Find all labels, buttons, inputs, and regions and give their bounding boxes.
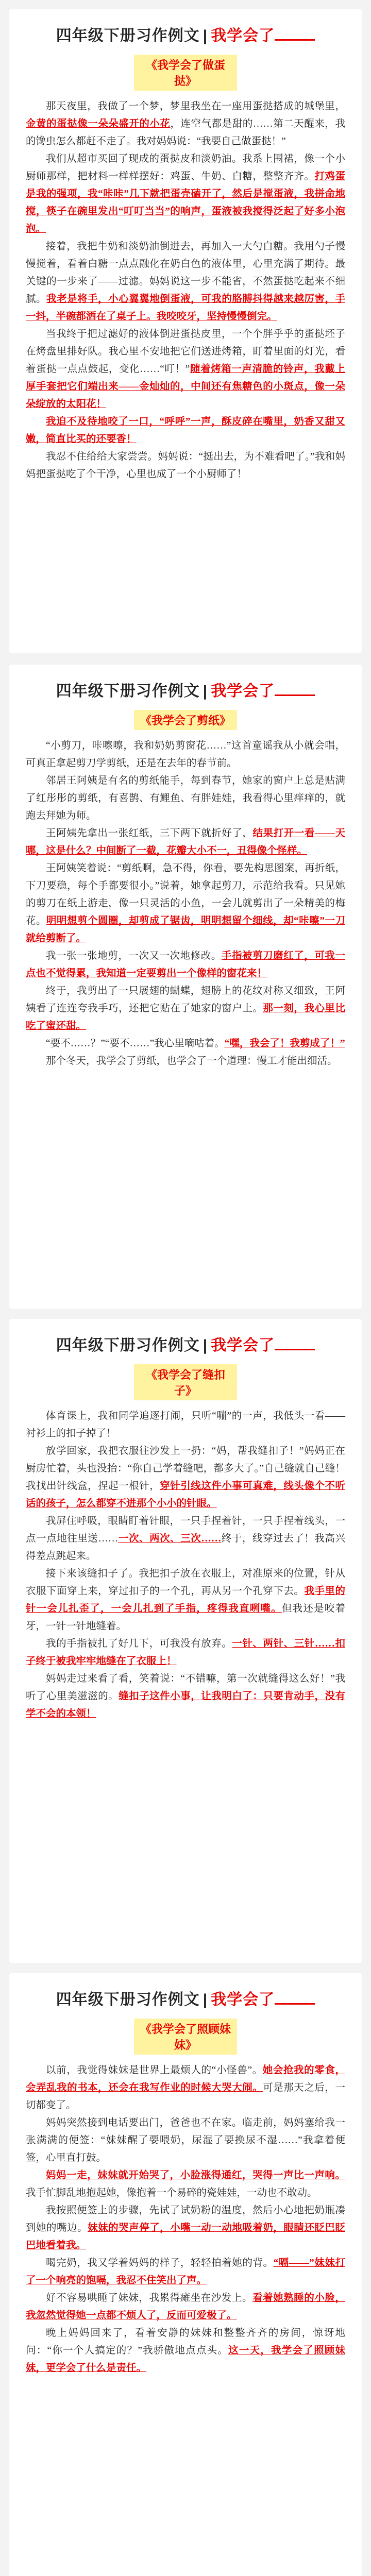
article-card	[9, 9, 362, 653]
paragraph-text: “要不……？”“要不……”我心里嘀咕着。	[46, 1038, 225, 1049]
article-paragraph	[26, 238, 345, 326]
paragraph-text: 好不容易哄睡了妹妹，我累得瘫坐在沙发上。	[46, 2293, 253, 2303]
highlighted-sentence: 穿针引线这件小事可真难，线头像个不听话的孩子，怎么都穿不进那个小小的针眼。	[26, 1481, 345, 1509]
paragraph-text: 我们从超市买回了现成的蛋挞皮和淡奶油。我系上围裙，像一个小厨师那样，把材料一样样摆好：鸡蛋、牛奶、白糖，整整齐齐。	[26, 154, 345, 182]
article-subtitle: 《我学会了做蛋挞》	[134, 55, 237, 91]
article-paragraph	[26, 772, 345, 825]
article-paragraph	[26, 1635, 345, 1670]
highlighted-sentence: 打鸡蛋是我的强项，我“咔咔”几下就把蛋壳磕开了，然后是搅蛋液，我拼命地搅，筷子在碗里发出“叮叮当当”的响声，蛋液被我搅得泛起了好多小泡泡。	[26, 171, 345, 234]
paragraph-text: 妈妈走过来看了看，笑着说：“不错嘛，第一次就缝得这么好！”我听了心里美滋滋的。	[26, 1673, 345, 1702]
header-accent-title: 我学会了	[211, 1991, 275, 2008]
article-paragraph	[26, 98, 345, 150]
paragraph-text: 我的手指被扎了好几下，可我没有放弃。	[46, 1638, 232, 1649]
paragraph-text: 放学回家，我把衣服往沙发上一扔：“妈，帮我缝扣子！”妈妈正在厨房忙着，头也没抬：“你自己学着缝吧，都多大了。”自己缝就自己缝！我找出针线盒，捏起一根针，	[26, 1446, 345, 1492]
header-separator: |	[203, 27, 208, 44]
paragraph-text: 当我终于把过滤好的液体倒进蛋挞皮里，一个个胖乎乎的蛋挞坯子在烤盘里排好队。我心里不安地把它们送进烤箱，盯着里面的灯光，看着蛋挞一点点鼓起，变化……“叮！”	[26, 329, 345, 375]
paragraph-text: 王阿姨笑着说：“剪纸啊，急不得，你看，要先构思图案，再折纸，下刀要稳，每个手都要很小。”说着，她拿起剪刀，示范给我看。只见她的剪刀在纸上游走，像一只灵活的小鱼，一会儿就剪出了一朵精美的梅花。	[26, 863, 345, 926]
highlighted-sentence: 明明想剪个圆圈，却剪成了锯齿，明明想留个细线，却“咔嚓”一刀就给剪断了。	[26, 916, 345, 944]
paragraph-text: 接着，我把牛奶和淡奶油倒进去，再加入一大勺白糖。我用勺子慢慢搅着，看着白糖一点点融化在奶白色的液体里，心里充满了期待。最关键的一步来了——过滤。妈妈说这一步不能省，不然蛋挞吃起来不细腻。	[26, 241, 345, 304]
article-card	[9, 1319, 362, 1963]
header-blank-underline	[275, 1335, 315, 1350]
highlighted-sentence: 一次、两次、三次……	[118, 1533, 222, 1544]
paragraph-text: 王阿姨先拿出一张红纸，三下两下就折好了，	[46, 828, 253, 839]
article-card	[9, 665, 362, 1309]
header-separator: |	[203, 1991, 208, 2008]
article-paragraph	[26, 448, 345, 483]
header-separator: |	[203, 683, 208, 700]
article-paragraph	[26, 860, 345, 947]
paragraph-text: 那天夜里，我做了一个梦，梦里我坐在一座用蛋挞搭成的城堡里，	[46, 101, 345, 112]
article-header	[26, 678, 345, 701]
article-paragraph	[26, 2255, 345, 2290]
paragraph-text: 我忍不住给给大家尝尝。妈妈说：“挺出去，为不难看吧了。”我和妈妈把蛋挞吃了个干净，心里也成了一个小厨师了！	[26, 451, 345, 480]
article-paragraph	[26, 2114, 345, 2167]
paragraph-text: 终于，线穿过去了！我高兴得差点跳起来。	[26, 1533, 345, 1562]
article-paragraph	[26, 1035, 345, 1053]
highlighted-sentence: 我手里的针一会儿扎歪了，一会儿扎到了手指，疼得我直咧嘴。	[26, 1586, 345, 1614]
header-accent-title: 我学会了	[211, 683, 275, 700]
paragraph-text: 体育课上，我和同学追逐打闹，只听“嘣”的一声，我低头一看——衬衫上的扣子掉了！	[26, 1411, 345, 1439]
paragraph-text: 晚上妈妈回来了，看着安静的妹妹和整整齐齐的房间，惊讶地问：“你一个人搞定的？”我骄傲地点点头。	[26, 2328, 345, 2356]
article-subtitle: 《我学会了缝扣子》	[134, 1364, 237, 1400]
highlighted-sentence: 妈妈一走，妹妹就开始哭了，小脸涨得通红，哭得一声比一声响。	[46, 2170, 345, 2181]
highlighted-sentence: 结果打开一看——天哪，这是什么？中间断了一截，花瓣大小不一，丑得像个怪样。	[26, 828, 345, 856]
header-main-title: 四年级下册习作例文	[56, 27, 200, 44]
article-paragraph	[26, 2325, 345, 2377]
article-card	[9, 1973, 362, 2576]
header-blank-underline	[275, 681, 315, 696]
header-blank-underline	[275, 1990, 315, 2005]
highlighted-sentence: 金黄的蛋挞像一朵朵盛开的小花	[26, 118, 171, 129]
highlighted-sentence: 那一刻，我心里比吃了蜜还甜。	[26, 1003, 345, 1031]
highlighted-sentence: 我老是将手，小心翼翼地倒蛋液，可我的胳膊抖得越来越厉害，手一抖，半碗都洒在了桌子上。我咬咬牙，坚持慢慢倒完。	[26, 294, 345, 322]
article-paragraph	[26, 1443, 345, 1513]
article-paragraph	[26, 737, 345, 772]
highlighted-sentence: 看着她熟睡的小脸，我忽然觉得她一点都不烦人了，反而可爱极了。	[26, 2293, 345, 2321]
article-paragraph	[26, 150, 345, 238]
paragraph-text: 邻居王阿姨是有名的剪纸能手，每到春节，她家的窗户上总是贴满了红彤彤的剪纸，有喜鹊、有鲤鱼、有胖娃娃，我看得心里痒痒的，就跑去拜她为师。	[26, 775, 345, 821]
header-main-title: 四年级下册习作例文	[56, 1991, 200, 2008]
article-header	[26, 1987, 345, 2009]
article-paragraph	[26, 825, 345, 860]
article-paragraph	[26, 1408, 345, 1443]
article-paragraph	[26, 1670, 345, 1723]
header-accent-title: 我学会了	[211, 27, 275, 44]
paragraph-text: 终于，我剪出了一只展翅的蝴蝶，翅膀上的花纹对称又细致，王阿姨看了连连夸我手巧，还把它贴在了她家的窗户上。	[26, 986, 345, 1014]
article-paragraph	[26, 947, 345, 982]
paragraph-text: 喝完奶，我又学着妈妈的样子，轻轻拍着她的背。	[46, 2258, 274, 2268]
paragraph-text: 我手忙脚乱地抱起她，像抱着一个易碎的瓷娃娃，一动也不敢动。	[26, 2188, 317, 2198]
paragraph-text: 接下来该缝扣子了。我把扣子放在衣服上，对准原来的位置，针从衣服下面穿上来，穿过扣子的一个孔，再从另一个孔穿下去。	[26, 1568, 345, 1597]
article-paragraph	[26, 2290, 345, 2325]
paragraph-text: 我屏住呼吸，眼睛盯着针眼，一只手捏着针，一只手捏着线头，一点一点地往里送……	[26, 1516, 345, 1544]
paragraph-text: ，连空气都是甜的……第二天醒来，我的馋虫怎么都赶不走了。我对妈妈说：“我要自己做蛋挞！”	[26, 118, 345, 147]
highlighted-sentence: 妹妹的哭声停了，小嘴一动一动地吸着奶，眼睛还眨巴眨巴地看着我。	[26, 2223, 345, 2251]
highlighted-sentence: 手指被剪刀磨红了，可我一点也不觉得累，我知道一定要剪出一个像样的窗花来！	[26, 951, 345, 979]
article-paragraph	[26, 982, 345, 1035]
highlighted-sentence: “嘿，我会了！我剪成了！”	[224, 1038, 345, 1049]
article-header	[26, 23, 345, 45]
article-header	[26, 1332, 345, 1355]
highlighted-sentence: 随着烤箱一声清脆的铃声，我戴上厚手套把它们端出来——金灿灿的，中间还有焦糖色的小斑点，像一朵朵绽放的太阳花！	[26, 364, 345, 410]
paragraph-text: 我按照便签上的步骤，先试了试奶粉的温度，然后小心地把奶瓶凑到她的嘴边。	[26, 2205, 345, 2233]
highlighted-sentence: 她会抢我的零食，会弄乱我的书本，还会在我写作业的时候大哭大闹。	[26, 2065, 345, 2093]
article-paragraph	[26, 1565, 345, 1635]
highlighted-sentence: “嗝——”妹妹打了一个响亮的饱嗝，我忍不住笑出了声。	[26, 2258, 345, 2286]
article-paragraph	[26, 326, 345, 413]
article-subtitle: 《我学会了照顾妹妹》	[134, 2019, 237, 2055]
paragraph-text: 但我还是咬着牙，一针一针地缝着。	[26, 1603, 345, 1632]
article-paragraph	[26, 2062, 345, 2114]
highlighted-sentence: 缝扣子这件小事，让我明白了：只要肯动手，没有学不会的本领！	[26, 1691, 345, 1719]
paragraph-text: 可是那天之后，一切都变了。	[26, 2082, 345, 2111]
header-separator: |	[203, 1337, 208, 1354]
article-paragraph	[26, 1513, 345, 1565]
header-main-title: 四年级下册习作例文	[56, 1337, 200, 1354]
header-blank-underline	[275, 26, 315, 41]
header-main-title: 四年级下册习作例文	[56, 683, 200, 700]
header-accent-title: 我学会了	[211, 1337, 275, 1354]
paragraph-text: 那个冬天，我学会了剪纸，也学会了一个道理：慢工才能出细活。	[46, 1056, 338, 1066]
paragraph-text: 以前，我觉得妹妹是世界上最烦人的“小怪兽”。	[46, 2065, 263, 2076]
highlighted-sentence: 这一天，我学会了照顾妹妹，更学会了什么是责任。	[26, 2345, 345, 2374]
article-paragraph	[26, 2202, 345, 2255]
highlighted-sentence: 一针、两针、三针……扣子终于被我牢牢地缝在了衣服上！	[26, 1638, 345, 1667]
highlighted-sentence: 我迫不及待地咬了一口，“呼呼”一声，酥皮碎在嘴里，奶香又甜又嫩，简直比买的还要香！	[26, 416, 345, 445]
article-paragraph	[26, 1053, 345, 1070]
paragraph-text: 妈妈突然接到电话要出门，爸爸也不在家。临走前，妈妈塞给我一张满满的便签：“妹妹醒了要喂奶，尿湿了要换尿不湿……”我拿着便签，心里直打鼓。	[26, 2117, 345, 2163]
article-subtitle: 《我学会了剪纸》	[134, 710, 237, 730]
article-paragraph	[26, 413, 345, 448]
paragraph-text: 我一张一张地剪，一次又一次地修改。	[46, 951, 222, 961]
article-paragraph	[26, 2167, 345, 2202]
paragraph-text: “小剪刀，咔嚓嚓，我和奶奶剪窗花……”这首童谣我从小就会唱，可真正拿起剪刀学剪纸，还是在去年的春节前。	[26, 740, 345, 769]
